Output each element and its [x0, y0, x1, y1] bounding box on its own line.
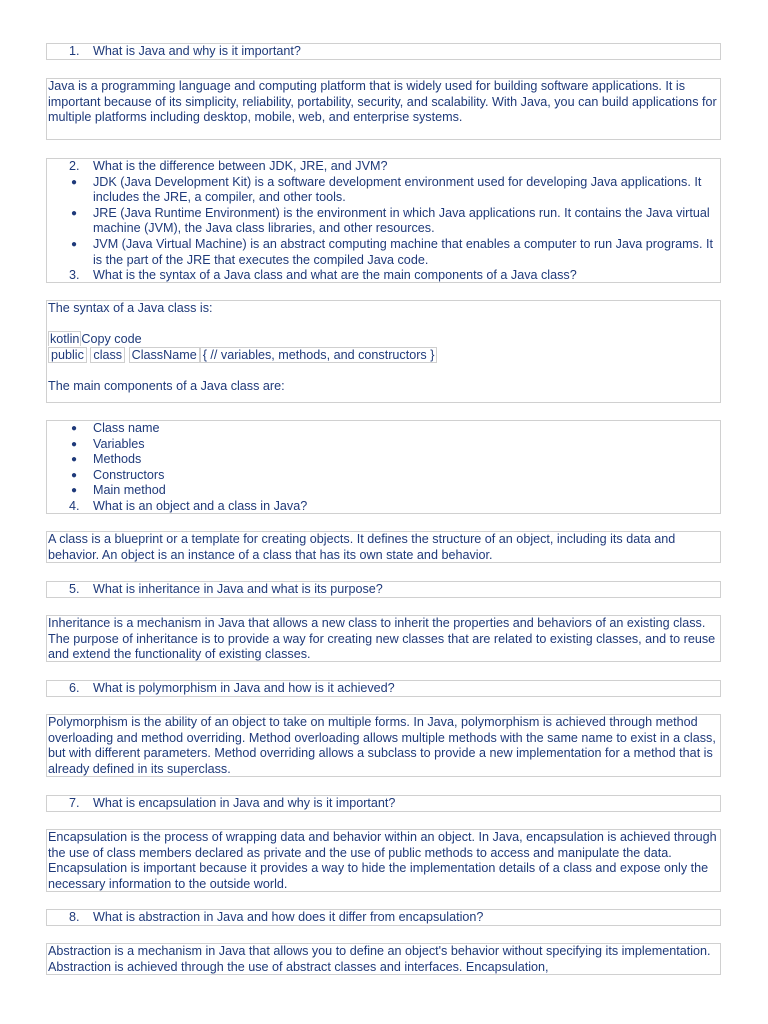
question-1: [46, 43, 721, 60]
bullet-icon: ●: [71, 176, 78, 188]
list-item: ● Variables: [71, 436, 145, 451]
answer-text: A class is a blueprint or a template for creating objects. It defines the structure of an object, including its data and behavior. An object is an instance of a class that has its own state and behavior.: [48, 532, 676, 562]
answer-text: Abstraction is a mechanism in Java that allows you to define an object's behavior without specifying its implementation. Abstraction is achieved through the use of abstract classes and interfaces. Encapsulation,: [48, 944, 711, 974]
answer-5: [46, 615, 721, 662]
question-2-block: [46, 158, 721, 283]
question-5: [46, 581, 721, 598]
question-number: 8.: [69, 910, 80, 924]
answer-text: The syntax of a Java class is:: [48, 301, 213, 315]
bullet-icon: ●: [71, 238, 78, 250]
question-number: 1.: [69, 44, 80, 58]
answer-7: [46, 829, 721, 892]
list-item: ● Methods: [71, 452, 142, 467]
list-item: ● Main method: [71, 483, 166, 498]
question-2: [69, 159, 720, 175]
question-text: What is abstraction in Java and how does it differ from encapsulation?: [93, 910, 484, 924]
question-number: 3.: [69, 268, 80, 283]
bullet-icon: ●: [71, 423, 78, 434]
list-item: ● Constructors: [71, 467, 165, 482]
question-text: What is Java and why is it important?: [93, 44, 301, 58]
question-text: What is the syntax of a Java class and what are the main components of a Java class?: [93, 268, 577, 283]
question-text: What is encapsulation in Java and why is it important?: [93, 796, 396, 810]
code-identifier: ClassName: [129, 347, 200, 363]
question-number: 6.: [69, 681, 80, 695]
code-header: [48, 332, 718, 348]
answer-text: Polymorphism is the ability of an object to take on multiple forms. In Java, polymorphism is achieved through method overloading and method overriding. Method overloading allows multiple methods with the same name to exist in a class, but with different parameters. Method overriding allows a subclass to provide a new implementation for a method that is already defined in its superclass.: [48, 715, 716, 776]
question-3: [69, 268, 720, 284]
bullet-icon: ●: [71, 438, 78, 450]
list-item: ● JRE (Java Runtime Environment) is the environment in which Java applications run. It contains the Java virtual machine (JVM), the Java class libraries, and other resources.: [71, 205, 710, 236]
copy-code-button[interactable]: Copy code: [81, 332, 142, 347]
answer-text: Encapsulation is the process of wrapping data and behavior within an object. In Java, encapsulation is achieved through the use of class members declared as private and the use of public methods to access and manipulate the data. Encapsulation is important because it provides a way to hide the implementation details of a class and expose only the necessary information to the outside world.: [48, 830, 717, 891]
answer-6: [46, 714, 721, 777]
code-line: [48, 348, 718, 364]
answer-3: [46, 300, 721, 403]
question-8: [46, 909, 721, 926]
question-number: 7.: [69, 796, 80, 810]
answer-8: [46, 943, 721, 975]
code-language-label: kotlin: [50, 332, 80, 347]
answer-1: [46, 78, 721, 140]
bullet-icon: ●: [71, 454, 78, 466]
question-7: [46, 795, 721, 812]
answer-text: Inheritance is a mechanism in Java that allows a new class to inherit the properties and behaviors of an existing class. The purpose of inheritance is to provide a way for creating new classes that are related to existing classes, and to reuse and extend the functionality of existing classes.: [48, 616, 716, 662]
question-text: What is inheritance in Java and what is its purpose?: [93, 582, 383, 596]
code-body: { // variables, methods, and constructors }: [200, 347, 438, 363]
bullet-icon: ●: [71, 207, 78, 219]
components-list: [46, 420, 721, 514]
bullet-icon: ●: [71, 485, 78, 497]
question-4: [69, 499, 720, 515]
code-keyword: class: [90, 347, 125, 363]
question-text: What is polymorphism in Java and how is it achieved?: [93, 681, 395, 695]
answer-text: The main components of a Java class are:: [48, 378, 285, 393]
list-item: ● JDK (Java Development Kit) is a software development environment used for developing Java applications. It includes the JRE, a compiler, and other tools.: [71, 174, 702, 205]
question-text: What is an object and a class in Java?: [93, 498, 308, 513]
list-item: ● Class name: [71, 421, 160, 435]
answer-4: [46, 531, 721, 563]
question-text: What is the difference between JDK, JRE, and JVM?: [93, 159, 388, 173]
answer-text: Java is a programming language and computing platform that is widely used for building software applications. It is important because of its simplicity, reliability, portability, security, and scalability. With Java, you can build applications for multiple platforms including desktop, mobile, web, and enterprise systems.: [48, 79, 717, 125]
question-number: 2.: [69, 159, 80, 173]
question-number: 4.: [69, 498, 80, 513]
list-item: ● JVM (Java Virtual Machine) is an abstract computing machine that enables a computer to run Java programs. It is the part of the JRE that executes the compiled Java code.: [71, 236, 713, 267]
question-6: [46, 680, 721, 697]
bullet-icon: ●: [71, 469, 78, 481]
code-keyword: public: [48, 347, 87, 363]
question-number: 5.: [69, 582, 80, 596]
